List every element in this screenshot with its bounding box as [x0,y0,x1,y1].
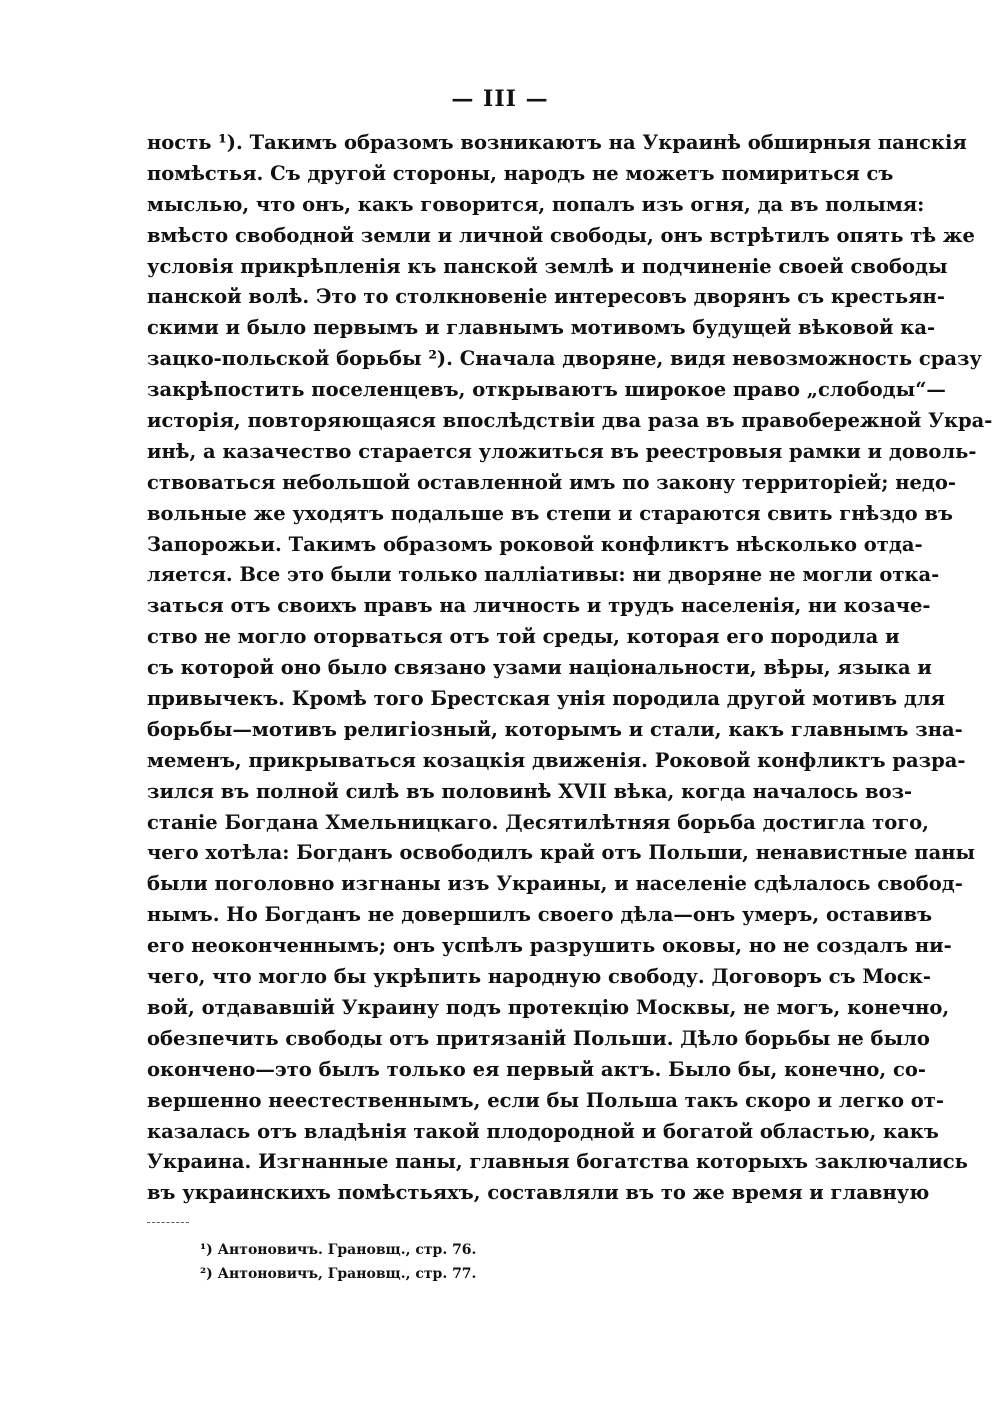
text-line: вольные же уходятъ подальше въ степи и стараются свить гнѣздо въ [147,501,953,525]
text-line: чего, что могло бы укрѣпить народную свободу. Договоръ съ Моск- [147,965,931,989]
text-line: его неоконченнымъ; онъ успѣлъ разрушить оковы, но не создалъ ни- [147,934,952,958]
page-number: — III — [451,86,549,112]
text-line: казалась отъ владѣнія такой плодородной и богатой областью, какъ [147,1119,939,1143]
text-line: панской волѣ. Это то столкновеніе интересовъ дворянъ съ крестьян- [147,285,945,309]
text-line: скими и было первымъ и главнымъ мотивомъ будущей вѣковой ка- [147,316,936,340]
text-line: меменъ, прикрываться козацкія движенія. Роковой конфликтъ разра- [147,748,966,772]
text-line: привычекъ. Кромѣ того Брестская унія породила другой мотивъ для [147,687,946,711]
text-line: закрѣпостить поселенцевъ, открываютъ широкое право „слободы“— [147,378,946,402]
text-line: Украина. Изгнанные паны, главныя богатства которыхъ заключались [147,1150,968,1174]
text-line: ляется. Все это были только палліативы: ни дворяне не могли отка- [147,563,940,587]
text-line: съ которой оно было связано узами національности, вѣры, языка и [147,656,932,680]
text-line: условія прикрѣпленія къ панской землѣ и подчиненіе своей свободы [147,254,948,278]
text-line: ность ¹). Такимъ образомъ возникаютъ на Украинѣ обширныя панскія [147,131,967,154]
text-line: помѣстья. Съ другой стороны, народъ не можетъ помириться съ [147,161,894,185]
footnotes [200,1238,476,1286]
text-line: вой, отдававшій Украину подъ протекцію Москвы, не могъ, конечно, [147,995,950,1019]
text-line: ствоваться небольшой оставленной имъ по закону территоріей; недо- [147,470,956,494]
text-line: борьбы—мотивъ религіозный, которымъ и стали, какъ главнымъ зна- [147,717,963,741]
text-line: вершенно неестественнымъ, если бы Польша такъ скоро и легко от- [147,1088,944,1112]
text-line: вмѣсто свободной земли и личной свободы, онъ встрѣтилъ опять тѣ же [147,223,975,247]
footnote-divider [147,1222,189,1223]
footnote-2: ²) Антоновичъ, Грановщ., стр. 77. [200,1266,477,1282]
footnote-1: ¹) Антоновичъ. Грановщ., стр. 76. [200,1242,477,1258]
text-line: инѣ, а казачество старается уложиться въ реестровыя рамки и доволь- [147,439,977,463]
text-line: заться отъ своихъ правъ на личность и трудъ населенія, ни козаче- [147,594,931,618]
text-line: исторія, повторяющаяся впослѣдствіи два раза въ правобережной Укра- [147,409,993,433]
text-line: нымъ. Но Богданъ не довершилъ своего дѣла—онъ умеръ, оставивъ [147,903,933,927]
text-line: ство не могло оторваться отъ той среды, которая его породила и [147,625,900,649]
text-line: чего хотѣла: Богданъ освободилъ край отъ Польши, ненавистные паны [147,841,976,865]
text-line: мыслью, что онъ, какъ говорится, попалъ изъ огня, да въ полымя: [147,192,925,216]
body-text [147,128,993,1209]
text-line: зился въ полной силѣ въ половинѣ XVII вѣка, когда началось воз- [147,779,913,803]
text-line: окончено—это былъ только ея первый актъ. Было бы, конечно, со- [147,1057,926,1081]
text-line: Запорожьи. Такимъ образомъ роковой конфликтъ нѣсколько отда- [147,532,923,556]
text-line: обезпечить свободы отъ притязаній Польши. Дѣло борьбы не было [147,1026,930,1050]
text-line: станіе Богдана Хмельницкаго. Десятилѣтняя борьба достигла того, [147,810,929,834]
text-line: въ украинскихъ помѣстьяхъ, составляли въ то же время и главную [147,1181,930,1205]
text-line: зацко-польской борьбы ²). Сначала дворяне, видя невозможность сразу [147,347,982,371]
text-line: были поголовно изгнаны изъ Украины, и населеніе сдѣлалось свобод- [147,872,963,896]
